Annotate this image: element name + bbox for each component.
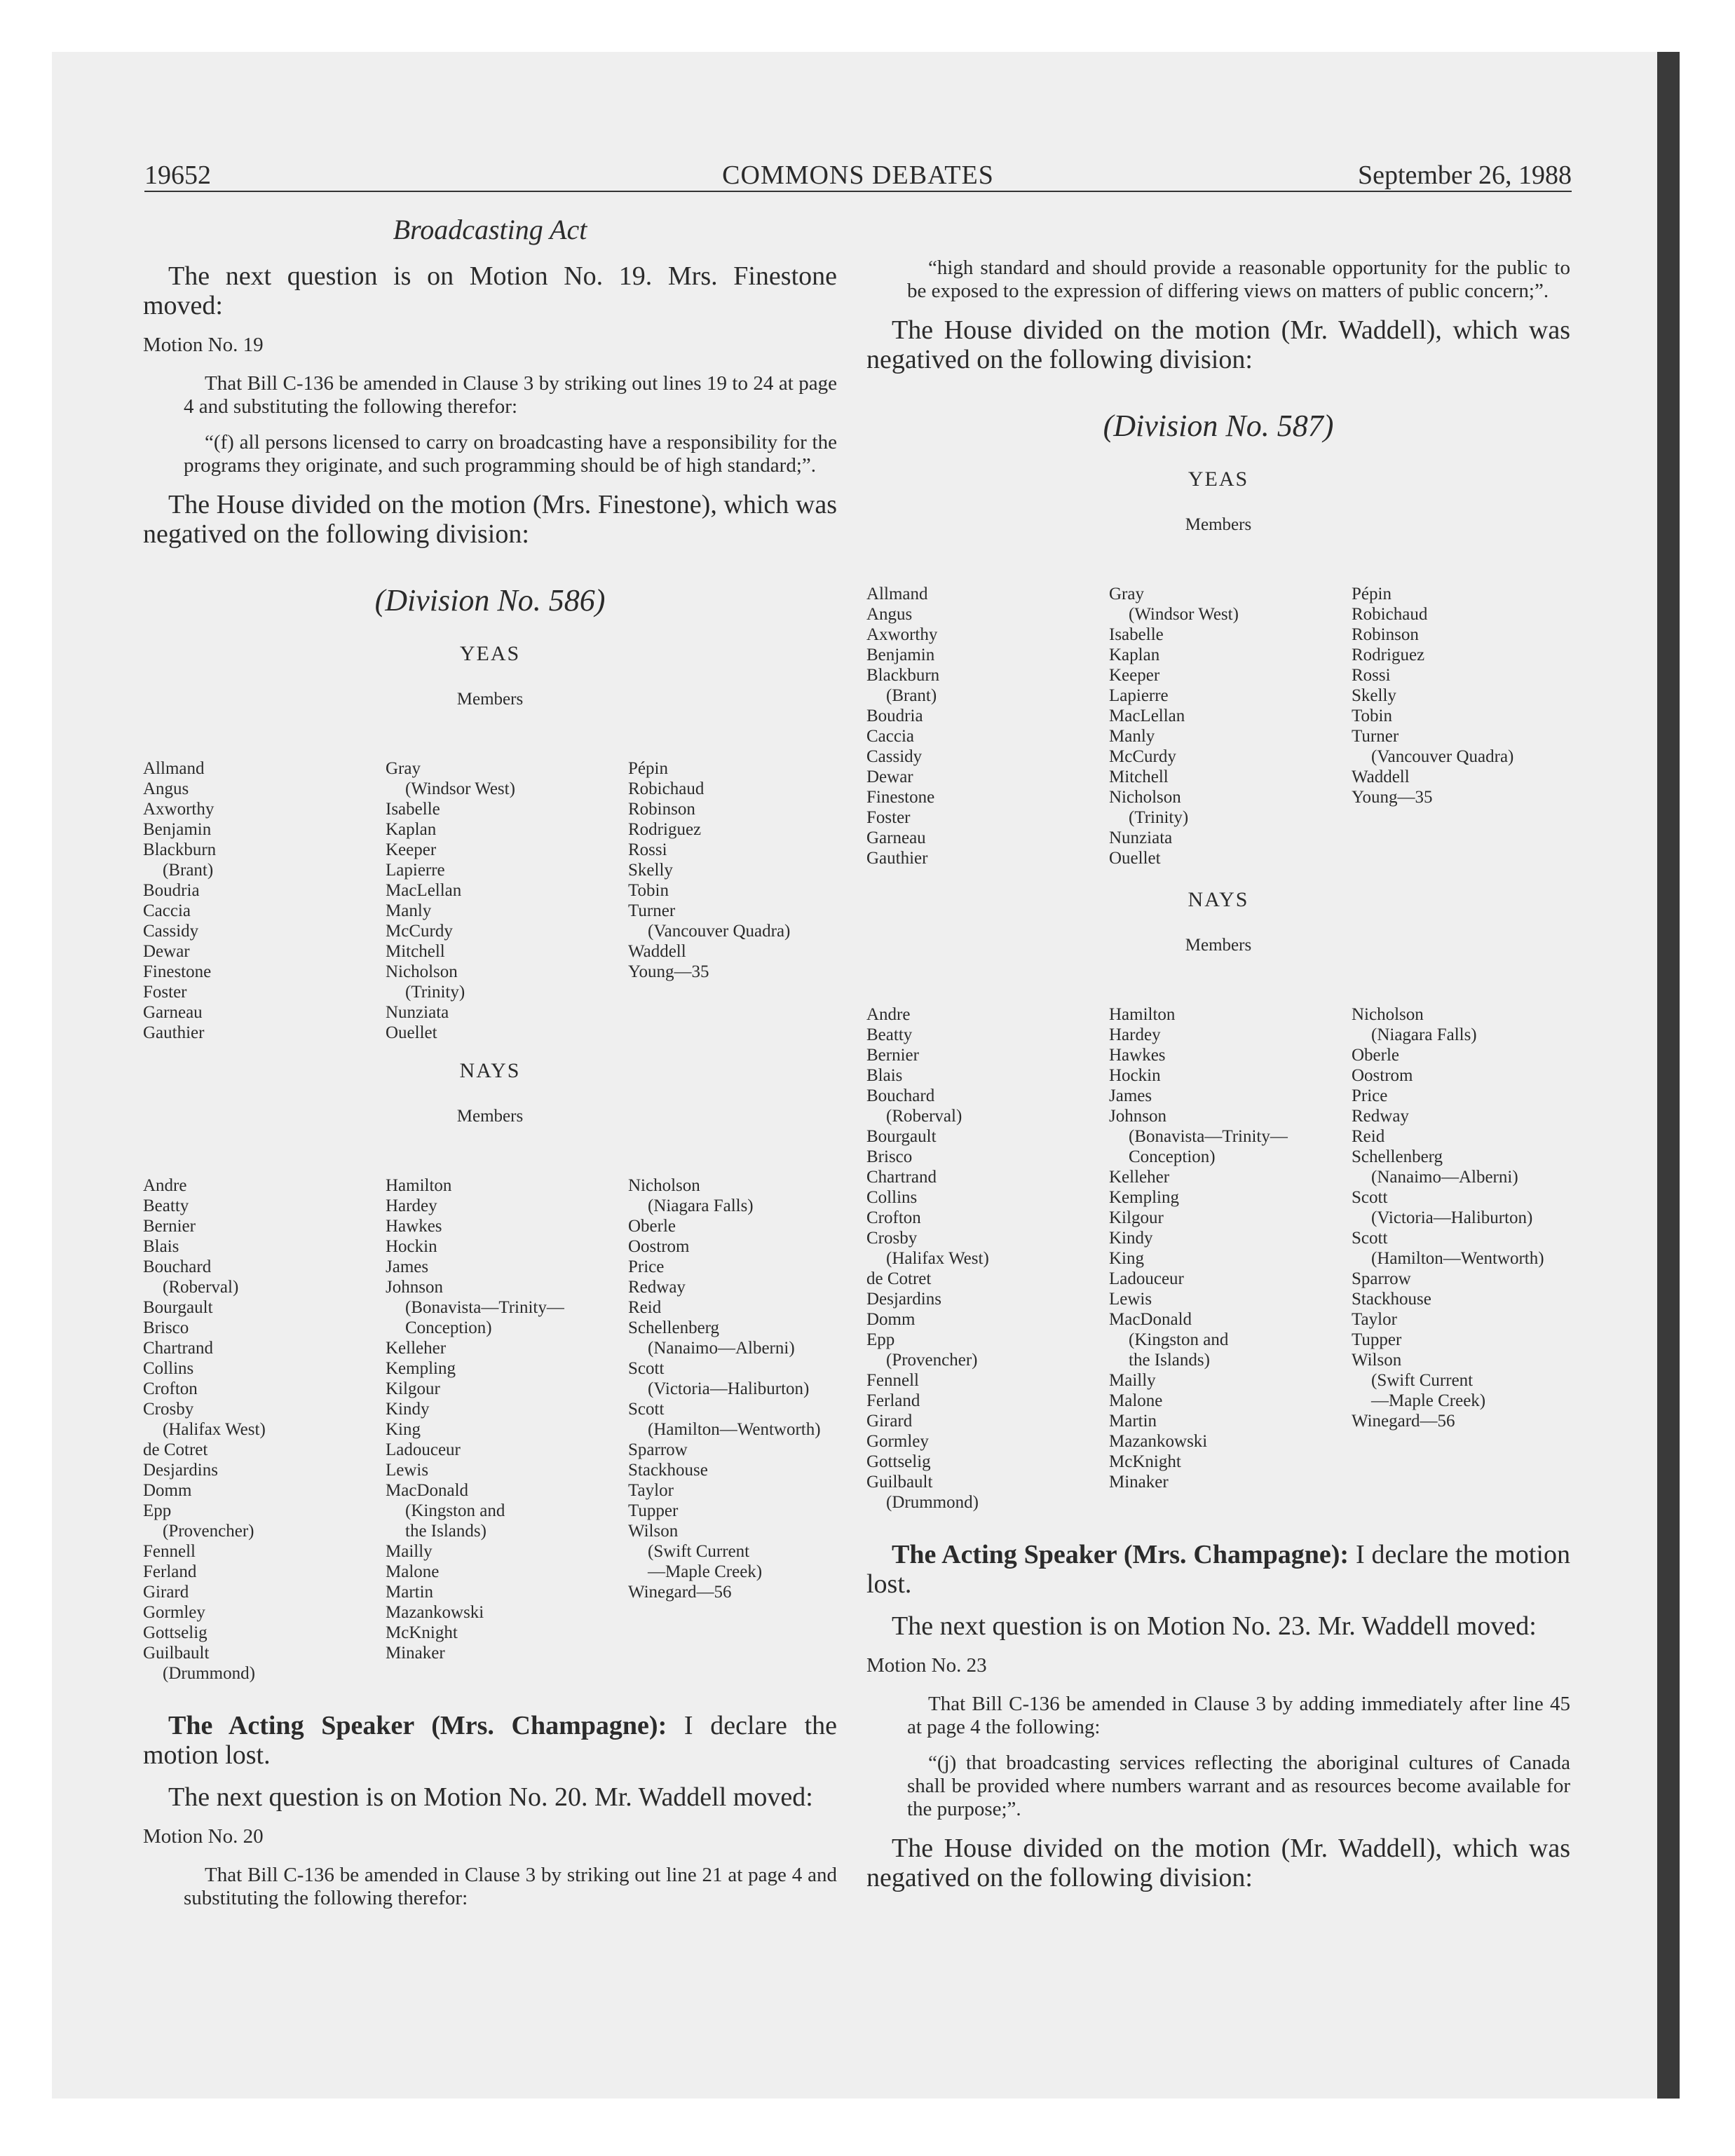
- member-name: MacLellan: [386, 881, 462, 900]
- member-name: Stackhouse: [1352, 1290, 1431, 1309]
- member-name: Angus: [143, 779, 189, 798]
- member-name: (Kingston and: [405, 1501, 505, 1520]
- member-name: Malone: [386, 1562, 440, 1581]
- member-name: Crofton: [143, 1379, 198, 1398]
- division-intro: The House divided on the motion (Mrs. Finestone), which was negatived on the following division:: [143, 490, 837, 549]
- member-name: (Trinity): [405, 983, 465, 1002]
- member-name: Kaplan: [386, 820, 437, 839]
- member-name: Fennell: [866, 1371, 919, 1390]
- member-name: Gauthier: [143, 1023, 205, 1042]
- member-name: Oostrom: [1352, 1066, 1413, 1085]
- member-name: MacLellan: [1109, 707, 1185, 725]
- member-name: Garneau: [866, 828, 926, 847]
- member-name: Skelly: [628, 861, 673, 880]
- member-name: MacDonald: [1109, 1310, 1192, 1329]
- member-name: Scott: [1352, 1229, 1388, 1248]
- member-name: Mitchell: [386, 942, 445, 961]
- member-name: Rodriguez: [1352, 646, 1425, 664]
- member-name: Conception): [1129, 1147, 1216, 1166]
- member-name: Desjardins: [143, 1461, 218, 1480]
- motion-text: That Bill C-136 be amended in Clause 3 by striking out line 21 at page 4 and substituting the following therefor:: [184, 1864, 837, 1909]
- member-name: Gray: [386, 759, 421, 778]
- member-name: Martin: [386, 1583, 434, 1602]
- member-name: Manly: [386, 901, 432, 920]
- member-name: Allmand: [143, 759, 205, 778]
- member-name: Gottselig: [143, 1623, 207, 1642]
- speaker-name: The Acting Speaker (Mrs. Champagne):: [168, 1711, 667, 1740]
- member-name: Robinson: [1352, 625, 1419, 644]
- speaker-name: The Acting Speaker (Mrs. Champagne):: [892, 1540, 1349, 1569]
- member-name: de Cotret: [866, 1269, 932, 1288]
- member-name: (Drummond): [163, 1664, 255, 1683]
- next-question: The next question is on Motion No. 20. Mr. Waddell moved:: [168, 1782, 813, 1812]
- member-name: Nicholson: [1352, 1005, 1424, 1024]
- member-name: Mazankowski: [386, 1603, 484, 1622]
- member-name: McKnight: [386, 1623, 458, 1642]
- name-column: [143, 758, 216, 1043]
- members-label: Members: [1185, 515, 1252, 534]
- member-name: (Trinity): [1129, 808, 1189, 827]
- member-name: Brisco: [143, 1318, 189, 1337]
- member-name: Scott: [1352, 1188, 1388, 1207]
- member-name: (Niagara Falls): [648, 1196, 754, 1215]
- member-name: Robinson: [628, 800, 695, 819]
- division-intro: The House divided on the motion (Mr. Waddell), which was negatived on the following division:: [866, 1834, 1570, 1892]
- member-name: Gauthier: [866, 849, 928, 868]
- member-name: Kilgour: [1109, 1208, 1164, 1227]
- member-name: Price: [628, 1257, 665, 1276]
- member-name: Mitchell: [1109, 767, 1169, 786]
- division-heading: (Division No. 586): [374, 583, 606, 618]
- member-name: Dewar: [866, 767, 913, 786]
- member-name: MacDonald: [386, 1481, 469, 1500]
- member-name: Pépin: [628, 759, 668, 778]
- member-name: Hardey: [1109, 1025, 1161, 1044]
- member-name: Redway: [628, 1278, 686, 1297]
- member-name: Andre: [866, 1005, 911, 1024]
- member-name: Girard: [866, 1412, 913, 1431]
- motion-label: Motion No. 23: [866, 1654, 987, 1677]
- page-edge-bar: [1657, 52, 1680, 2099]
- member-name: —Maple Creek): [1371, 1391, 1486, 1410]
- member-name: Gottselig: [866, 1452, 931, 1471]
- member-name: Turner: [1352, 727, 1399, 746]
- member-name: Bourgault: [143, 1298, 213, 1317]
- member-name: Scott: [628, 1400, 665, 1419]
- member-name: Crofton: [866, 1208, 921, 1227]
- member-name: Kindy: [386, 1400, 430, 1419]
- nays-heading: NAYS: [1188, 888, 1249, 911]
- member-name: Blackburn: [866, 666, 940, 685]
- member-name: Oberle: [1352, 1046, 1400, 1065]
- name-column: [1352, 584, 1513, 807]
- member-name: Ferland: [866, 1391, 920, 1410]
- motion-text: That Bill C-136 be amended in Clause 3 by striking out lines 19 to 24 at page 4 and substituting the following therefor:: [184, 372, 837, 418]
- member-name: James: [386, 1257, 429, 1276]
- name-column: [386, 758, 515, 1043]
- member-name: (Hamilton—Wentworth): [1371, 1249, 1544, 1268]
- publication-date: September 26, 1988: [1357, 161, 1572, 190]
- member-name: Hawkes: [1109, 1046, 1166, 1065]
- member-name: Mazankowski: [1109, 1432, 1208, 1451]
- member-name: (Kingston and: [1129, 1330, 1229, 1349]
- nays-heading: NAYS: [459, 1059, 521, 1082]
- motion-text: That Bill C-136 be amended in Clause 3 by adding immediately after line 45 at page 4 the following:: [907, 1693, 1570, 1738]
- member-name: Tupper: [1352, 1330, 1402, 1349]
- member-name: (Swift Current: [1371, 1371, 1474, 1390]
- member-name: Schellenberg: [628, 1318, 720, 1337]
- member-name: Keeper: [1109, 666, 1160, 685]
- member-name: Scott: [628, 1359, 665, 1378]
- member-name: Bouchard: [866, 1086, 935, 1105]
- member-name: Garneau: [143, 1003, 203, 1022]
- member-name: (Nanaimo—Alberni): [648, 1339, 795, 1358]
- member-name: Chartrand: [143, 1339, 213, 1358]
- nays-list: [143, 1175, 837, 1687]
- member-name: Epp: [143, 1501, 172, 1520]
- members-label: Members: [456, 1107, 524, 1126]
- member-name: Tupper: [628, 1501, 679, 1520]
- member-name: McKnight: [1109, 1452, 1181, 1471]
- member-name: Wilson: [1352, 1351, 1402, 1370]
- member-name: Young—35: [1352, 788, 1433, 807]
- member-name: Taylor: [628, 1481, 674, 1500]
- member-name: (Provencher): [163, 1522, 254, 1541]
- member-name: Kelleher: [386, 1339, 447, 1358]
- member-name: Ouellet: [1109, 849, 1161, 868]
- member-name: Taylor: [1352, 1310, 1397, 1329]
- member-name: Conception): [405, 1318, 492, 1337]
- intro-paragraph: The next question is on Motion No. 19. Mrs. Finestone moved:: [143, 261, 837, 320]
- members-label: Members: [456, 690, 524, 709]
- member-name: Hockin: [386, 1237, 437, 1256]
- member-name: Oberle: [628, 1217, 676, 1236]
- member-name: Finestone: [866, 788, 935, 807]
- member-name: Lapierre: [1109, 686, 1169, 705]
- member-name: Manly: [1109, 727, 1155, 746]
- member-name: (Windsor West): [1129, 605, 1239, 624]
- member-name: Kilgour: [386, 1379, 440, 1398]
- member-name: Boudria: [866, 707, 923, 725]
- member-name: Isabelle: [386, 800, 440, 819]
- member-name: Axworthy: [866, 625, 938, 644]
- member-name: Tobin: [628, 881, 669, 900]
- member-name: Sparrow: [1352, 1269, 1411, 1288]
- member-name: Robichaud: [628, 779, 705, 798]
- name-column: [866, 1004, 989, 1513]
- member-name: (Halifax West): [163, 1420, 266, 1439]
- member-name: Gormley: [143, 1603, 205, 1622]
- member-name: Benjamin: [866, 646, 935, 664]
- member-name: Lewis: [386, 1461, 429, 1480]
- member-name: Gormley: [866, 1432, 929, 1451]
- member-name: —Maple Creek): [648, 1562, 763, 1581]
- member-name: Kindy: [1109, 1229, 1153, 1248]
- member-name: Ferland: [143, 1562, 197, 1581]
- member-name: Price: [1352, 1086, 1388, 1105]
- member-name: Chartrand: [866, 1168, 937, 1187]
- member-name: McCurdy: [386, 922, 453, 941]
- members-label: Members: [1185, 936, 1252, 955]
- member-name: Desjardins: [866, 1290, 941, 1309]
- member-name: (Vancouver Quadra): [1371, 747, 1514, 766]
- member-name: Blais: [866, 1066, 903, 1085]
- member-name: Hamilton: [386, 1176, 452, 1195]
- member-name: Nunziata: [386, 1003, 449, 1022]
- yeas-heading: YEAS: [1188, 468, 1249, 491]
- member-name: James: [1109, 1086, 1152, 1105]
- member-name: (Bonavista—Trinity—: [405, 1298, 564, 1317]
- member-name: Caccia: [143, 901, 191, 920]
- member-name: (Halifax West): [886, 1249, 989, 1268]
- member-name: Epp: [866, 1330, 895, 1349]
- member-name: Cassidy: [866, 747, 923, 766]
- member-name: Andre: [143, 1176, 187, 1195]
- next-question: The next question is on Motion No. 23. Mr. Waddell moved:: [892, 1611, 1537, 1641]
- member-name: (Hamilton—Wentworth): [648, 1420, 821, 1439]
- division-intro: The House divided on the motion (Mr. Waddell), which was negatived on the following division:: [866, 315, 1570, 374]
- member-name: de Cotret: [143, 1440, 208, 1459]
- member-name: Martin: [1109, 1412, 1157, 1431]
- member-name: Johnson: [1109, 1107, 1166, 1126]
- member-name: Winegard—56: [628, 1583, 732, 1602]
- member-name: Ladouceur: [1109, 1269, 1184, 1288]
- member-name: the Islands): [405, 1522, 487, 1541]
- motion-label: Motion No. 19: [143, 334, 264, 356]
- name-column: [866, 584, 939, 868]
- member-name: (Niagara Falls): [1371, 1025, 1477, 1044]
- member-name: (Windsor West): [405, 779, 515, 798]
- member-name: Rossi: [1352, 666, 1391, 685]
- member-name: Reid: [1352, 1127, 1385, 1146]
- member-name: Guilbault: [866, 1473, 933, 1492]
- member-name: (Victoria—Haliburton): [1371, 1208, 1533, 1227]
- member-name: Bouchard: [143, 1257, 212, 1276]
- member-name: (Bonavista—Trinity—: [1129, 1127, 1288, 1146]
- member-name: Robichaud: [1352, 605, 1428, 624]
- speaker-statement: [143, 1711, 837, 1770]
- member-name: Waddell: [1352, 767, 1410, 786]
- member-name: Domm: [866, 1310, 916, 1329]
- yeas-list: [143, 758, 837, 1042]
- member-name: Fennell: [143, 1542, 196, 1561]
- member-name: Allmand: [866, 585, 928, 603]
- member-name: Schellenberg: [1352, 1147, 1443, 1166]
- member-name: Hardey: [386, 1196, 437, 1215]
- member-name: Domm: [143, 1481, 192, 1500]
- name-column: [628, 758, 790, 982]
- member-name: Nicholson: [386, 962, 458, 981]
- member-name: Lapierre: [386, 861, 445, 880]
- section-title: Broadcasting Act: [393, 214, 587, 245]
- member-name: Girard: [143, 1583, 189, 1602]
- member-name: Skelly: [1352, 686, 1396, 705]
- member-name: Beatty: [143, 1196, 189, 1215]
- member-name: Hockin: [1109, 1066, 1161, 1085]
- member-name: Collins: [866, 1188, 918, 1207]
- member-name: Bourgault: [866, 1127, 937, 1146]
- member-name: Angus: [866, 605, 913, 624]
- right-column: [866, 203, 1570, 1905]
- member-name: (Provencher): [886, 1351, 978, 1370]
- nays-list: [866, 1004, 1570, 1516]
- motion-label: Motion No. 20: [143, 1825, 264, 1848]
- member-name: Tobin: [1352, 707, 1392, 725]
- member-name: Rodriguez: [628, 820, 702, 839]
- yeas-heading: YEAS: [459, 642, 521, 665]
- name-column: [1352, 1004, 1544, 1431]
- member-name: Redway: [1352, 1107, 1409, 1126]
- member-name: (Brant): [886, 686, 937, 705]
- member-name: Nicholson: [1109, 788, 1181, 807]
- member-name: Foster: [866, 808, 911, 827]
- member-name: Hawkes: [386, 1217, 442, 1236]
- member-name: Nicholson: [628, 1176, 700, 1195]
- member-name: Young—35: [628, 962, 709, 981]
- member-name: Axworthy: [143, 800, 215, 819]
- member-name: Isabelle: [1109, 625, 1164, 644]
- member-name: Guilbault: [143, 1644, 210, 1663]
- member-name: Crosby: [143, 1400, 194, 1419]
- member-name: (Roberval): [163, 1278, 239, 1297]
- member-name: Sparrow: [628, 1440, 688, 1459]
- member-name: Mailly: [1109, 1371, 1156, 1390]
- motion-quote: “(f) all persons licensed to carry on broadcasting have a responsibility for the programs they originate, and such programming should be of high standard;”.: [184, 431, 837, 477]
- member-name: Winegard—56: [1352, 1412, 1455, 1431]
- name-column: [628, 1175, 821, 1602]
- member-name: Minaker: [386, 1644, 445, 1663]
- member-name: Lewis: [1109, 1290, 1152, 1309]
- member-name: Bernier: [866, 1046, 919, 1065]
- member-name: Dewar: [143, 942, 190, 961]
- member-name: Hamilton: [1109, 1005, 1176, 1024]
- member-name: Collins: [143, 1359, 194, 1378]
- speaker-statement: [866, 1540, 1570, 1599]
- member-name: Beatty: [866, 1025, 913, 1044]
- member-name: (Drummond): [886, 1493, 979, 1512]
- member-name: Malone: [1109, 1391, 1163, 1410]
- member-name: Turner: [628, 901, 676, 920]
- member-name: Crosby: [866, 1229, 918, 1248]
- member-name: Rossi: [628, 840, 667, 859]
- member-name: Mailly: [386, 1542, 433, 1561]
- member-name: Kempling: [386, 1359, 456, 1378]
- member-name: (Brant): [163, 861, 214, 880]
- left-column: [143, 203, 837, 1923]
- motion-quote-continued: “high standard and should provide a reasonable opportunity for the public to be exposed to the expression of differing views on matters of public concern;”.: [907, 257, 1570, 302]
- member-name: Reid: [628, 1298, 662, 1317]
- member-name: Ladouceur: [386, 1440, 461, 1459]
- name-column: [386, 1175, 564, 1663]
- member-name: the Islands): [1129, 1351, 1210, 1370]
- member-name: Gray: [1109, 585, 1144, 603]
- name-column: [1109, 584, 1239, 868]
- member-name: Blackburn: [143, 840, 217, 859]
- member-name: Ouellet: [386, 1023, 437, 1042]
- member-name: Boudria: [143, 881, 200, 900]
- member-name: Kelleher: [1109, 1168, 1170, 1187]
- member-name: Wilson: [628, 1522, 679, 1541]
- name-column: [1109, 1004, 1288, 1492]
- member-name: Kaplan: [1109, 646, 1160, 664]
- motion-quote: “(j) that broadcasting services reflecting the aboriginal cultures of Canada shall be provided where numbers warrant and as resources become available for the purpose;”.: [907, 1752, 1570, 1820]
- name-column: [143, 1175, 266, 1684]
- member-name: Oostrom: [628, 1237, 690, 1256]
- member-name: Cassidy: [143, 922, 199, 941]
- member-name: Blais: [143, 1237, 179, 1256]
- member-name: Caccia: [866, 727, 915, 746]
- member-name: Finestone: [143, 962, 212, 981]
- member-name: Foster: [143, 983, 187, 1002]
- yeas-list: [866, 584, 1570, 868]
- page-number: 19652: [144, 161, 211, 190]
- member-name: Nunziata: [1109, 828, 1173, 847]
- member-name: Waddell: [628, 942, 686, 961]
- speaker-text: I declare the motion lost.: [866, 1540, 1570, 1599]
- member-name: (Victoria—Haliburton): [648, 1379, 810, 1398]
- running-head: [144, 160, 1572, 192]
- member-name: (Roberval): [886, 1107, 962, 1126]
- member-name: Bernier: [143, 1217, 196, 1236]
- member-name: McCurdy: [1109, 747, 1176, 766]
- publication-title: COMMONS DEBATES: [722, 161, 994, 190]
- member-name: Brisco: [866, 1147, 913, 1166]
- member-name: Johnson: [386, 1278, 443, 1297]
- member-name: (Vancouver Quadra): [648, 922, 791, 941]
- division-heading: (Division No. 587): [1103, 409, 1334, 443]
- member-name: King: [1109, 1249, 1144, 1268]
- member-name: Pépin: [1352, 585, 1392, 603]
- member-name: King: [386, 1420, 421, 1439]
- member-name: (Swift Current: [648, 1542, 750, 1561]
- speaker-text: I declare the motion lost.: [143, 1711, 837, 1770]
- member-name: Minaker: [1109, 1473, 1169, 1492]
- member-name: Keeper: [386, 840, 437, 859]
- member-name: Kempling: [1109, 1188, 1179, 1207]
- member-name: (Nanaimo—Alberni): [1371, 1168, 1518, 1187]
- member-name: Stackhouse: [628, 1461, 708, 1480]
- member-name: Benjamin: [143, 820, 212, 839]
